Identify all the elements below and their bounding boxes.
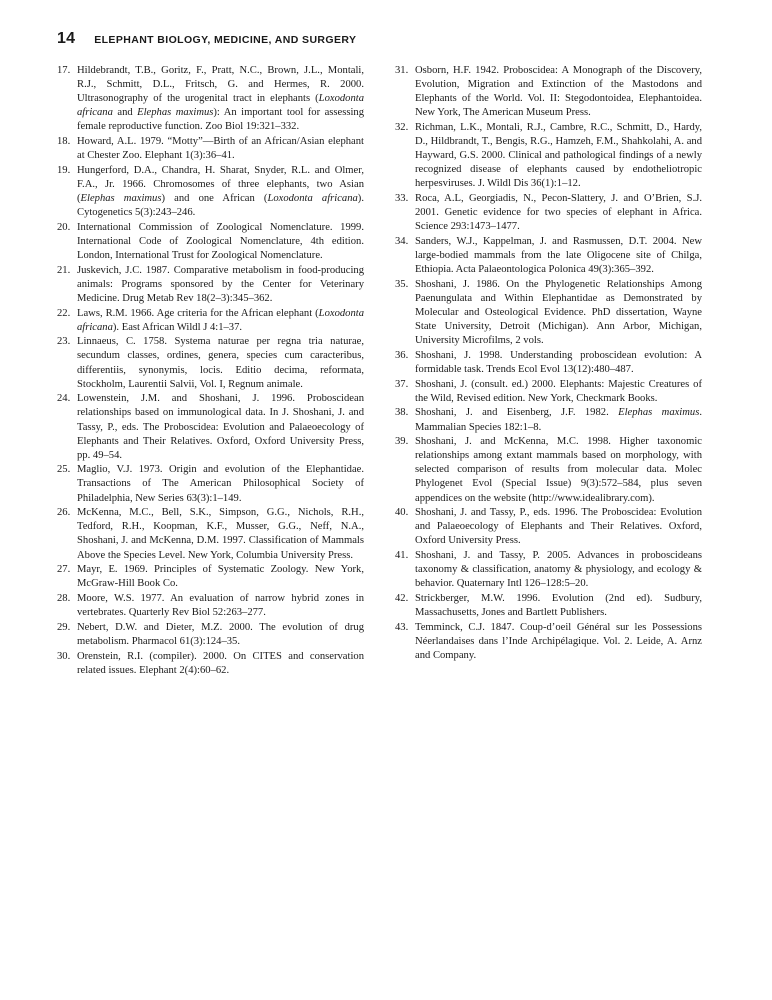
reference-text [415, 65, 702, 118]
reference-entry [57, 164, 364, 220]
reference-entry [57, 264, 364, 306]
reference-text [415, 436, 702, 503]
reference-entry [395, 235, 702, 277]
reference-entry [57, 506, 364, 562]
reference-text-italic: Elephas maximus [618, 407, 700, 419]
reference-text-run: Shoshani, J. 1998. Understanding proboscidean evolution: A formidable task. Trends Ecol Evol 13(12):480–487. [415, 349, 702, 375]
reference-text-run: Hildebrandt, T.B., Goritz, F., Pratt, N.C., Brown, J.L., Montali, R.J., Schmitt, D.L., Fritsch, G. and Hermes, R. 2000. Ultrasonography of the urogenital tract in elephants ( [77, 65, 364, 105]
reference-text-run: Shoshani, J. and Eisenberg, J.F. 1982. [415, 407, 619, 419]
reference-text-run: Roca, A.L, Georgiadis, N., Pecon-Slattery, J. and O’Brien, S.J. 2001. Genetic evidence for two species of elephant in Africa. Science 293:1473–1477. [415, 193, 702, 233]
reference-entry [395, 278, 702, 348]
reference-text [415, 350, 702, 375]
reference-text-run: ): An important tool for assessing female reproductive function. Zoo Biol 19:321–332. [77, 107, 365, 133]
reference-entry [395, 506, 702, 548]
reference-number: 23. [57, 336, 71, 348]
reference-text [415, 122, 702, 189]
reference-entry [57, 307, 364, 335]
reference-number: 42. [395, 593, 409, 604]
reference-text [77, 593, 364, 618]
reference-text-run: . Mammalian Species 182:1–8. [415, 407, 702, 433]
reference-number: 39. [395, 436, 409, 448]
reference-text-run: Nebert, D.W. and Dieter, M.Z. 2000. The evolution of drug metabolism. Pharmacol 61(3):124–35. [77, 621, 364, 647]
reference-text [415, 593, 702, 618]
reference-number: 41. [395, 550, 409, 562]
reference-number: 37. [395, 378, 409, 390]
reference-entry [395, 435, 702, 505]
reference-number: 21. [57, 264, 71, 276]
reference-entry [395, 64, 702, 120]
reference-text-run: Hungerford, D.A., Chandra, H. Sharat, Snyder, R.L. and Olmer, F.A., Jr. 1966. Chromosomes of three elephants, two Asian ( [77, 164, 364, 205]
reference-number: 30. [57, 650, 71, 662]
reference-entry [57, 563, 364, 591]
reference-text-run: Sanders, W.J., Kappelman, J. and Rasmussen, D.T. 2004. New large-bodied mammals from the late Oligocene site of Chilga, Ethiopia. Acta Palaeontologica Polonica 49(3):365–392. [415, 235, 702, 276]
reference-entry [395, 349, 702, 377]
reference-text-run: Moore, W.S. 1977. An evaluation of narrow hybrid zones in vertebrates. Quarterly Rev Biol 52:263–277. [77, 593, 364, 619]
reference-text-run: Strickberger, M.W. 1996. Evolution (2nd ed). Sudbury, Massachusetts, Jones and Bartlett Publishers. [415, 593, 702, 619]
reference-number: 17. [57, 65, 71, 76]
reference-entry [57, 221, 364, 263]
reference-entry [57, 392, 364, 462]
reference-entry [57, 335, 364, 391]
reference-text [415, 550, 702, 589]
reference-text-run: Shoshani, J. and Tassy, P. 2005. Advances in proboscideans taxonomy & classification, anatomy & physiology, and ecology & behavior. Quaternary Intl 126–128:5–20. [415, 550, 702, 590]
reference-text [77, 336, 364, 389]
reference-text [77, 308, 364, 333]
reference-number: 27. [57, 564, 71, 576]
reference-text-run: Shoshani, J. and Tassy, P., eds. 1996. The Proboscidea: Evolution and Palaeoecology of Elephants and Their Relatives. Oxford, Oxford University Press. [415, 507, 702, 547]
reference-text [77, 136, 364, 161]
reference-entry [395, 621, 702, 663]
reference-entry [57, 463, 364, 505]
reference-text-run: Linnaeus, C. 1758. Systema naturae per regna tria naturae, secundum classes, ordines, genera, species cum caracteribus, differentiis, synonymis, locis. Editio decima, reformata, Stockholm, Laurentii Salvii, Vol. I, Regnum animale. [77, 336, 364, 390]
reference-text-run: McKenna, M.C., Bell, S.K., Simpson, G.G., Nichols, R.H., Tedford, R.H., Koopman, K.F., Musser, G.G., Neff, N.A., Shoshani, J. and McKenna, D.M. 1997. Classification of Mammals Above the Species Level. New York, Columbia University Press. [77, 507, 364, 561]
reference-text [77, 165, 364, 218]
reference-entry [395, 192, 702, 234]
reference-text-italic: Loxodonta africana [77, 93, 364, 119]
reference-text [415, 236, 702, 275]
reference-text-run: Orenstein, R.I. (compiler). 2000. On CITES and conservation related issues. Elephant 2(4):60–62. [77, 650, 364, 676]
reference-text-run: ) and one African ( [161, 193, 268, 205]
reference-number: 19. [57, 164, 71, 176]
reference-number: 35. [395, 278, 409, 290]
reference-text-run: International Commission of Zoological Nomenclature. 1999. International Code of Zoological Nomenclature, 4th edition. London, International Trust for Zoological Nomenclature. [77, 221, 364, 261]
reference-text-run: Lowenstein, J.M. and Shoshani, J. 1996. Proboscidean relationships based on immunological data. In J. Shoshani, J. and Tassy, P., eds. The Proboscidea: Evolution and Palaeoecology of Elephants and Their Relatives. Oxford, Oxford University Press, pp. 49–54. [77, 393, 364, 461]
reference-text-run: Maglio, V.J. 1973. Origin and evolution of the Elephantidae. Transactions of The American Philosophical Society of Philadelphia, New Series 63(3):1–149. [77, 464, 364, 504]
running-head: ELEPHANT BIOLOGY, MEDICINE, AND SURGERY [94, 34, 357, 46]
reference-text-italic: Elephas maximus [80, 193, 162, 205]
reference-number: 43. [395, 621, 409, 633]
reference-number: 38. [395, 407, 409, 419]
reference-number: 28. [57, 593, 71, 604]
reference-number: 18. [57, 136, 71, 148]
reference-number: 26. [57, 507, 71, 519]
reference-number: 32. [395, 121, 409, 133]
reference-number: 24. [57, 393, 71, 405]
references-left-column [57, 64, 364, 678]
reference-number: 20. [57, 221, 71, 233]
reference-text-run: Shoshani, J. and McKenna, M.C. 1998. Higher taxonomic relationships among extant mammals based on morphology, with selected comparison of results from molecular data. Molec Phylogenet Evol (Special Issue) 9(3):572–584, plus seven appendices on the website (http://www.idealibrary.com). [415, 436, 702, 504]
reference-text [77, 651, 364, 676]
reference-text [415, 622, 702, 661]
reference-text [415, 407, 702, 432]
reference-text [415, 193, 702, 232]
reference-text-run: Shoshani, J. 1986. On the Phylogenetic Relationships Among Paenungulata and Within Elephantidae as Demonstrated by Molecular and Osteological Evidence. PhD dissertation, Wayne State University, Detroit (Michigan). Ann Arbor, Michigan, University Microfilms, 2 vols. [415, 278, 702, 347]
reference-number: 25. [57, 464, 71, 476]
reference-text [77, 393, 364, 460]
reference-entry [57, 64, 364, 134]
reference-text-run: Temminck, C.J. 1847. Coup-d’oeil Général sur les Possessions Néerlandaises dans l’Inde Archipélagique. Vol. 2. Leide, A. Arnz and Company. [415, 621, 702, 661]
reference-text-run: ). Cytogenetics 5(3):243–246. [77, 193, 364, 219]
reference-entry [395, 549, 702, 591]
reference-text-run: ). East African Wildl J 4:1–37. [112, 321, 243, 333]
reference-text [77, 564, 364, 589]
reference-text-run: Osborn, H.F. 1942. Proboscidea: A Monograph of the Discovery, Evolution, Migration and Extinction of the Mastodons and Elephants of the World. Vol. II: Stegodontoidea, Elephantoidea. New York, The American Museum Press. [415, 65, 702, 119]
reference-text-run: Mayr, E. 1969. Principles of Systematic Zoology. New York, McGraw-Hill Book Co. [77, 564, 364, 590]
reference-text-run: Juskevich, J.C. 1987. Comparative metabolism in food-producing animals: Programs sponsored by the Center for Veterinary Medicine. Drug Metab Rev 18(2–3):345–362. [77, 264, 364, 304]
reference-entry [395, 121, 702, 191]
reference-entry [395, 378, 702, 406]
reference-text [77, 265, 364, 304]
reference-entry [57, 135, 364, 163]
reference-number: 31. [395, 65, 409, 76]
page-header [57, 30, 356, 50]
reference-entry [395, 592, 702, 620]
reference-entry [57, 650, 364, 678]
reference-text-run: and [112, 107, 138, 119]
reference-entry [57, 592, 364, 620]
page-number: 14 [57, 30, 76, 47]
reference-number: 29. [57, 621, 71, 633]
reference-text [415, 379, 702, 404]
reference-text-run: Laws, R.M. 1966. Age criteria for the African elephant ( [77, 307, 319, 319]
reference-text-run: Howard, A.L. 1979. “Motty”—Birth of an African/Asian elephant at Chester Zoo. Elephant 1(3):36–41. [77, 136, 364, 162]
reference-text [77, 65, 364, 132]
reference-entry [395, 406, 702, 434]
reference-text-italic: Elephas maximus [137, 107, 214, 119]
reference-number: 36. [395, 349, 409, 361]
reference-text-italic: Loxodonta africana [77, 307, 364, 333]
reference-text-italic: Loxodonta africana [267, 193, 358, 205]
reference-text [77, 622, 364, 647]
reference-text [77, 464, 364, 503]
reference-text [77, 507, 364, 560]
reference-number: 40. [395, 507, 409, 519]
reference-number: 33. [395, 193, 409, 205]
reference-text-run: Shoshani, J. (consult. ed.) 2000. Elephants: Majestic Creatures of the Wild, Revised edition. New York, Checkmark Books. [415, 378, 702, 404]
reference-number: 22. [57, 307, 71, 319]
reference-text [415, 279, 702, 346]
reference-text [415, 507, 702, 546]
reference-text-run: Richman, L.K., Montali, R.J., Cambre, R.C., Schmitt, D., Hardy, D., Hildbrandt, T., Bengis, R.G., Hamzeh, F.M., Shahkolahi, A. and Hayward, G.S. 2000. Clinical and pathological findings of a newly recognized disease of elephants caused by endotheliotropic herpesviruses. J. Wildl Dis 36(1):1–12. [415, 121, 702, 190]
reference-entry [57, 621, 364, 649]
reference-text [77, 222, 364, 261]
reference-number: 34. [395, 235, 409, 247]
references-right-column [395, 64, 702, 664]
